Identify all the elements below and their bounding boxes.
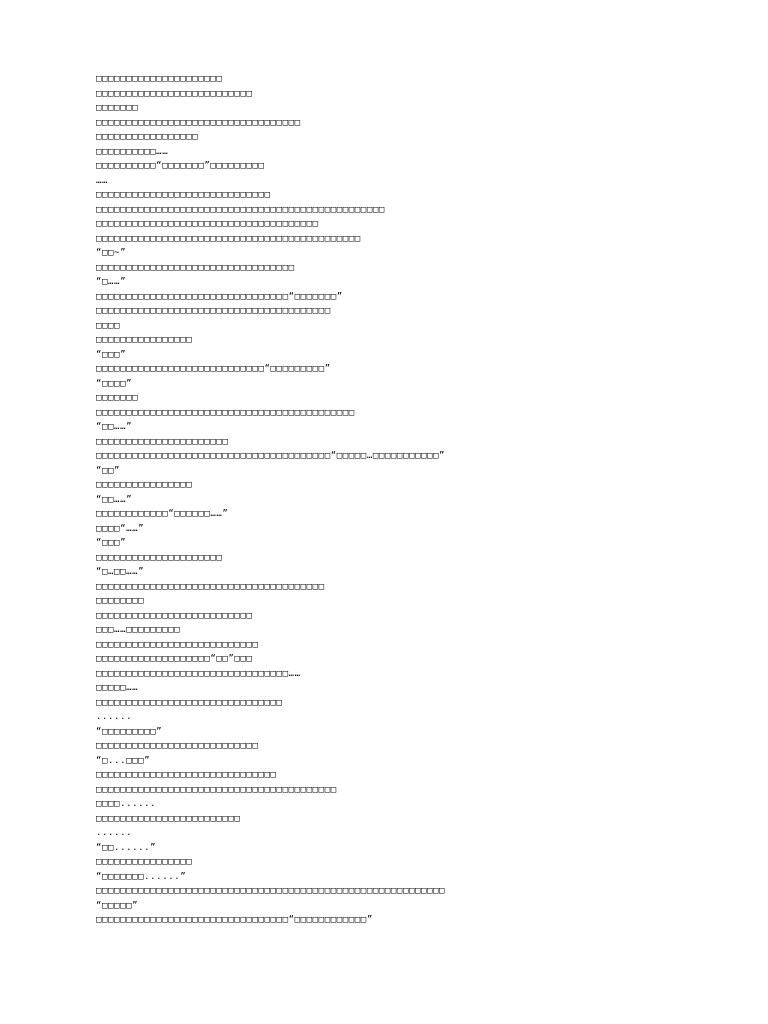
text-line: “□□□” [96, 349, 127, 360]
text-line: □□□□□□□□□□□□“□□□□□□……” [96, 509, 229, 519]
text-line: □□□□□□□□□□“□□□□□□□”□□□□□□□□□ [96, 161, 265, 171]
text-line: □□□□□□□ [96, 393, 139, 403]
text-line: □□□□□□□□□□□□□□□□□□□□□□□□□□□□□□□□…… [96, 668, 301, 679]
text-line: □□□□□□□□□□□□□□□□□□□□□□□□□□□ [96, 639, 259, 650]
text-line: □□□□□□□ [96, 103, 139, 113]
text-line: □□□□□□□□□□□□□□□□□□□□□□□□ [96, 813, 241, 824]
text-line: “□□□□” [96, 378, 133, 389]
text-line: □□□□□□□□□□□□□□□□□□□□□□□□□□□□“□□□□□□□□□” [96, 364, 331, 374]
text-line: □□□□“……” [96, 523, 145, 534]
text-line: “□□……” [96, 422, 133, 432]
text-line: “□□□□□□□......” [96, 871, 187, 882]
text-line: □□□□ [96, 320, 121, 331]
text-line: “□□□” [96, 538, 127, 548]
text-line: □□□□□□□□□□□□□□□□□□□□□□□□□□ [96, 88, 253, 99]
text-line: □□□□□□□□□□□□□□□□□□□□□□□□□□□□□□ [96, 770, 277, 780]
text-line: □□□……□□□□□□□□□ [96, 625, 181, 635]
text-line: □□□□□□□□□□□□□□□□□□□□□□□□□□ [96, 610, 253, 621]
text-line: □□□□□□□□□□□□□□□□□□□□□□□□□□□□□□□□□□□□□□ [96, 581, 325, 592]
text-line: □□□□□□□□□□□□□□□□□□□□□□□□□□□□□□□□□□□□□□□□□□□□ [96, 233, 361, 244]
text-line: □□□□□□□□□□□□□□□□□□□□□□ [96, 436, 229, 447]
text-line: □□□□□□□□□□□□□□□□□□□□□□□□□□□□□□□□□□□□□□□□□□□□□□□□ [96, 204, 385, 215]
text-line: □□□□□□□□□□□□□□□□□□□□□□□□□□□□□ [96, 190, 271, 200]
text-line: □□□□□□□□□□□□□□□□□□□□□□□□□□□□□□□□“□□□□□□□□□□□□” [96, 915, 373, 925]
text-line: □□□□□□□□□□□□□□□□□□□□□□□□□□□□□□□□“□□□□□□□” [96, 291, 343, 302]
text-line: “□……” [96, 277, 127, 287]
text-line: “□□□□□□□□□” [96, 726, 163, 737]
text-line: □□□□□□□□□□□□□□□□□□□□□□□□□□□□□□□□□□ [96, 117, 301, 128]
text-line: □□□□□□□□□□□□□□□□□□□□□□□□□□□□□□□ [96, 697, 283, 708]
text-line: □□□□□□□□□□□□□□□□□ [96, 132, 199, 142]
text-line: □□□□□□□□□□□□□□□□□□□□□□□□□□□□□□□□□□□□□□□□ [96, 784, 337, 795]
text-line: □□□□□□□□□□□□□□□□ [96, 857, 193, 867]
text-line: □□□□□□□□□□□□□□□□□□□□□□□□□□□□□□□□□□□□□□□ [96, 306, 331, 316]
text-line: □□□□□□□□□□□□□□□□ [96, 480, 193, 490]
text-line: □□□□□□□□□□□□□□□□□□□□□ [96, 74, 223, 84]
text-line: “□□……” [96, 494, 133, 505]
text-line: ...... [96, 828, 133, 838]
text-line: □□□□□□□□□□□□□□□□□□□□□□□□□□□□□□□□□□□□□□□“□□□□□…□□□□□□□□□□□” [96, 451, 446, 461]
text-line: □□□□...... [96, 799, 157, 809]
text-line: “□…□□……” [96, 567, 145, 577]
text-line: □□□□□□□□□□□□□□□□□□□□□□□□□□□□□□□□□□□□□□□□□□□□□□□□□□□□□□□□□□ [96, 886, 446, 896]
text-line: “□□~” [96, 248, 127, 258]
text-line: □□□□□□□□ [96, 596, 145, 606]
text-line: “□...□□□” [96, 755, 151, 766]
text-line: “□□□□□” [96, 900, 139, 911]
text-line: □□□□□□□□□□□□□□□□□□□□□□□□□□□ [96, 741, 259, 751]
text-line: □□□□□□□□□□□□□□□□□□□□□ [96, 552, 223, 563]
text-line: □□□□□□□□□□□□□□□□□□□“□□”□□□ [96, 654, 253, 664]
text-line: □□□□□□□□□□…… [96, 146, 169, 157]
text-line: “□□” [96, 465, 121, 476]
document-page [96, 72, 736, 928]
text-line: □□□□□□□□□□□□□□□□□□□□□□□□□□□□□□□□□□□□□ [96, 219, 319, 229]
text-line: □□□□□□□□□□□□□□□□□□□□□□□□□□□□□□□□□□□□□□□□□□□ [96, 407, 355, 418]
text-line: □□□□□□□□□□□□□□□□ [96, 335, 193, 345]
text-line: □□□□□…… [96, 683, 139, 693]
text-line: ...... [96, 712, 133, 722]
text-line: “□□......” [96, 842, 157, 853]
text-line: …… [96, 175, 109, 186]
text-line: □□□□□□□□□□□□□□□□□□□□□□□□□□□□□□□□□ [96, 262, 295, 273]
